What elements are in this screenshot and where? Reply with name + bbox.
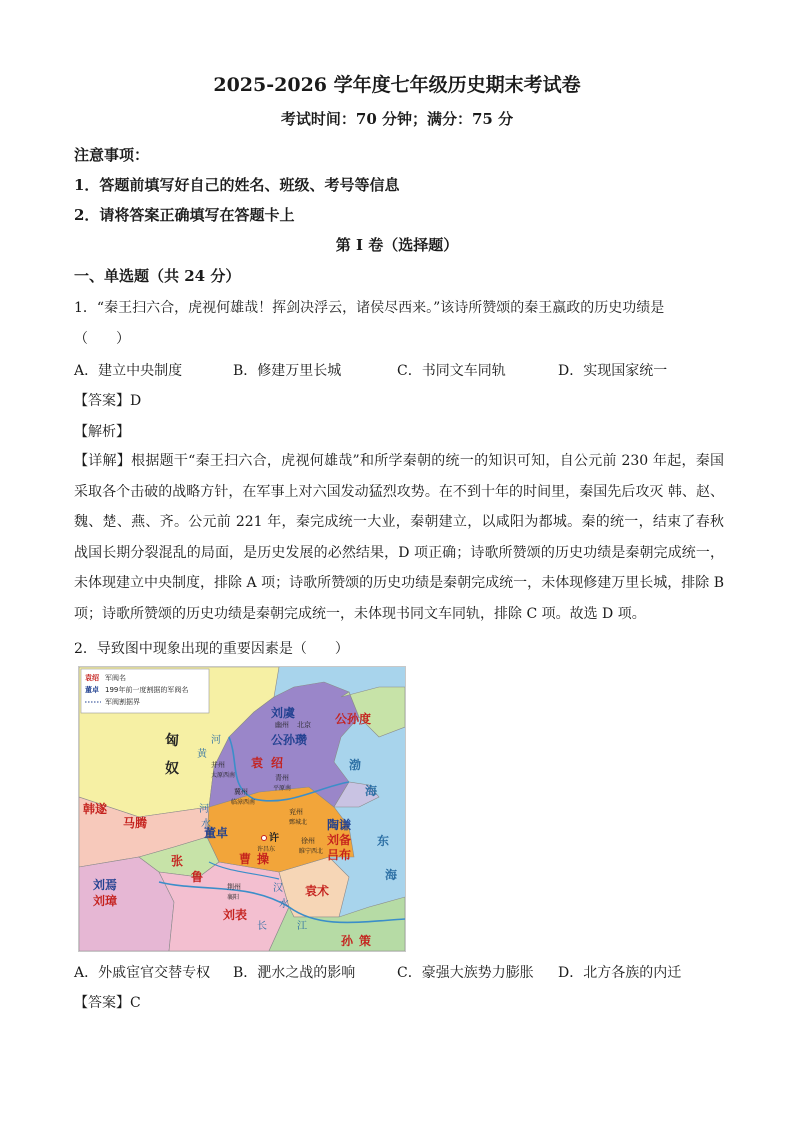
warlord-yuanshao: 袁绍 <box>251 756 292 770</box>
q2-option-b: B．淝水之战的影响 <box>233 965 356 981</box>
place-xiangyang: 襄阳 <box>227 894 240 901</box>
geo-bohai-2: 海 <box>365 784 378 798</box>
volume-heading: 第 I 卷（选择题） <box>335 236 459 254</box>
place-xu: 许 <box>269 833 279 844</box>
warlord-zhang: 张 <box>171 854 184 868</box>
warlord-taoqian: 陶谦 <box>327 818 352 832</box>
place-jingzhou: 荆州 <box>227 883 241 891</box>
warlord-liubiao: 刘表 <box>223 908 248 922</box>
warlord-liuyu: 刘虞 <box>271 706 296 720</box>
geo-jiang: 江 <box>297 921 307 932</box>
geo-shui-2: 水 <box>279 899 289 910</box>
place-pingyuan: 平原南 <box>273 785 292 792</box>
geo-he-2: 河 <box>199 804 209 815</box>
q2-option-c: C．豪强大族势力膨胀 <box>397 965 534 981</box>
notes-item-2: 2．请将答案正确填写在答题卡上 <box>74 206 295 224</box>
warlord-yuanshu: 袁术 <box>305 884 330 898</box>
warlord-mateng: 马腾 <box>123 816 148 830</box>
liubiao-region <box>159 862 289 951</box>
q1-option-c: C．书同文车同轨 <box>397 363 506 379</box>
warlord-gongsundu: 公孙度 <box>335 712 372 726</box>
place-yanzhou: 兖州 <box>289 808 303 816</box>
legend-key2-tag: 董卓 <box>85 686 99 694</box>
place-taiyuan: 太原西南 <box>211 772 236 779</box>
warlord-liuzhang: 刘璋 <box>93 894 118 908</box>
warlord-caocao: 曹操 <box>239 852 276 866</box>
geo-bohai-1: 渤 <box>349 758 362 772</box>
q1-stem: 1．“秦王扫六合，虎视何雄哉！挥剑决浮云，诸侯尽西来。”该诗所赞颂的秦王嬴政的历史功绩是 <box>74 300 665 316</box>
section-heading: 一、单选题（共 24 分） <box>74 267 241 285</box>
geo-shui: 水 <box>201 819 211 830</box>
warlord-map <box>78 666 406 952</box>
xiongnu-char-1: 匈 <box>165 733 179 749</box>
q2-stem: 2．导致图中现象出现的重要因素是（ ） <box>74 641 349 657</box>
place-beijing: 北京 <box>297 721 311 729</box>
warlord-lu: 鲁 <box>191 870 204 884</box>
place-suining: 睢宁西北 <box>299 848 324 855</box>
place-xuchang: 许昌东 <box>257 846 276 853</box>
warlord-dongzhuo: 董卓 <box>204 826 229 840</box>
geo-he: 河 <box>211 735 221 746</box>
place-jizhou: 冀州 <box>234 788 248 796</box>
warlord-liuyan: 刘焉 <box>93 878 118 892</box>
geo-donghai-2: 海 <box>385 868 398 882</box>
place-xuzhou: 徐州 <box>301 837 315 845</box>
geo-chang: 长 <box>257 921 267 932</box>
warlord-gongsunzan: 公孙瓒 <box>271 733 308 747</box>
q1-option-d: D．实现国家统一 <box>558 363 668 379</box>
xiongnu-char-2: 奴 <box>165 761 179 777</box>
warlord-liubei: 刘备 <box>327 833 352 847</box>
q1-option-b: B．修建万里长城 <box>233 363 342 379</box>
notes-heading: 注意事项： <box>74 146 150 164</box>
geo-han: 汉 <box>273 883 283 894</box>
warlord-hansui: 韩遂 <box>83 802 108 816</box>
notes-item-1: 1．答题前填写好自己的姓名、班级、考号等信息 <box>74 176 400 194</box>
geo-donghai-1: 东 <box>377 834 390 848</box>
legend-key1-label: 军阀名 <box>105 674 126 682</box>
q1-option-a: A．建立中央制度 <box>74 363 183 379</box>
place-bingzhou: 并州 <box>211 761 225 769</box>
q2-option-a: A．外戚宦官交替专权 <box>74 965 211 981</box>
q1-stem-bracket: （ ） <box>74 331 130 347</box>
warlord-lvbu: 吕布 <box>327 848 352 862</box>
place-linzhang: 临漳西南 <box>231 799 256 806</box>
page-title: 2025-2026 学年度七年级历史期末考试卷 <box>213 74 581 96</box>
exam-info: 考试时间：70 分钟；满分：75 分 <box>280 110 514 128</box>
q1-detail: 【详解】根据题干“秦王扫六合，虎视何雄哉”和所学秦朝的统一的知识可知，自公元前 230 年起，秦国采取各个击破的战略方针，在军事上对六国发动猛烈攻势。在不到十年的时间里，秦国先后攻灭 韩、赵、魏、楚、燕、齐。公元前 221 年，秦完成统一大业，秦朝建立，以咸阳为都城。秦的统一，结束了春秋战国长期分裂混乱的局面，是历史发展的必然结果，D 项正确；诗歌所赞颂的历史功绩是秦朝完成统一，未体现建立中央制度，排除 A 项；诗歌所赞颂的历史功绩是秦朝完成统一，未体现修建万里长城，排除 B 项；诗歌所赞颂的历史功绩是秦朝完成统一，未体现书同文车同轨，排除 C 项。故选 D 项。 <box>74 453 724 622</box>
place-youzhou: 幽州 <box>275 721 289 729</box>
q2-option-d: D．北方各族的内迁 <box>558 965 682 981</box>
q1-answer: 【答案】D <box>74 393 142 409</box>
warlord-sunce: 孙策 <box>341 934 378 948</box>
place-qingzhou: 青州 <box>275 774 289 782</box>
legend-key3-label: 军阀割据界 <box>105 698 140 706</box>
legend-key1-tag: 袁绍 <box>85 674 99 682</box>
geo-huang: 黄 <box>197 749 207 760</box>
legend-key2-label: 199年前一度割据的军阀名 <box>105 686 189 694</box>
q1-analysis-label: 【解析】 <box>74 424 130 440</box>
q2-answer: 【答案】C <box>74 995 141 1011</box>
place-juancheng: 鄄城北 <box>289 819 308 826</box>
